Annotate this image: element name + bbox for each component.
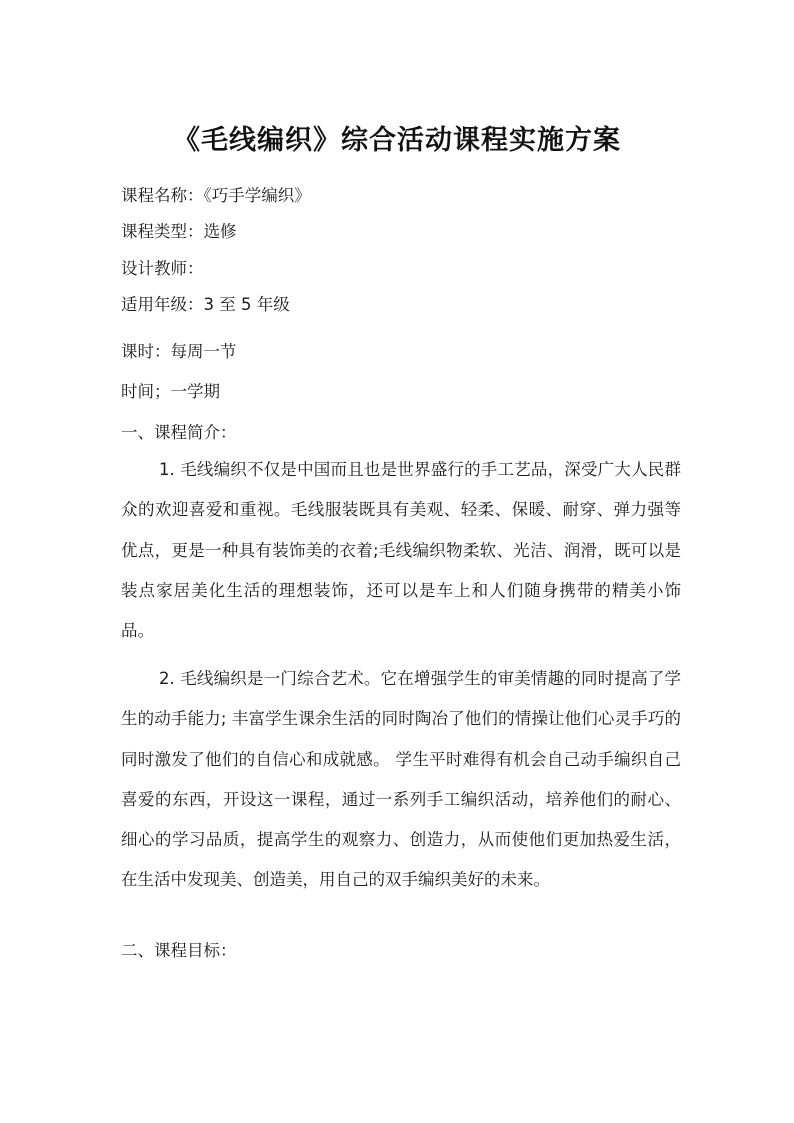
course-type-line: 课程类型：选修 — [121, 222, 237, 241]
period-line: 时间；一学期 — [121, 382, 220, 401]
course-name-line: 课程名称：《巧手学编织》 — [121, 186, 311, 205]
document-title: 《毛线编织》综合活动课程实施方案 — [173, 125, 621, 156]
grade-line: 适用年级：3 至 5 年级 — [121, 295, 290, 314]
section1-heading: 一、课程简介： — [121, 423, 237, 442]
teacher-line: 设计教师： — [121, 259, 204, 278]
section1-paragraph-1: 1. 毛线编织不仅是中国而且也是世界盛行的手工艺品，深受广大人民群众的欢迎喜爱和重视。毛线服装既具有美观、轻柔、保暖、耐穿、弹力强等优点，更是一种具有装饰美的衣着;毛线编织物柔软、光洁、润滑，既可以是装点家居美化生活的理想装饰，还可以是车上和人们随身携带的精美小饰品。 — [121, 460, 681, 641]
hours-line: 课时：每周一节 — [121, 342, 237, 361]
section1-paragraph-2: 2. 毛线编织是一门综合艺术。它在增强学生的审美情趣的同时提高了学生的动手能力; 丰富学生课余生活的同时陶冶了他们的情操让他们心灵手巧的同时激发了他们的自信心和成就感。 学生平时难得有机会自己动手编织自己喜爱的东西，开设这一课程，通过一系列手工编织活动，培养他们的耐心、细心的学习品质，提高学生的观察力、创造力，从而使他们更加热爱生活， 在生活中发现美、创造美，用自己的双手编织美好的未来。 — [121, 669, 681, 890]
section2-heading: 二、课程目标： — [121, 941, 237, 960]
